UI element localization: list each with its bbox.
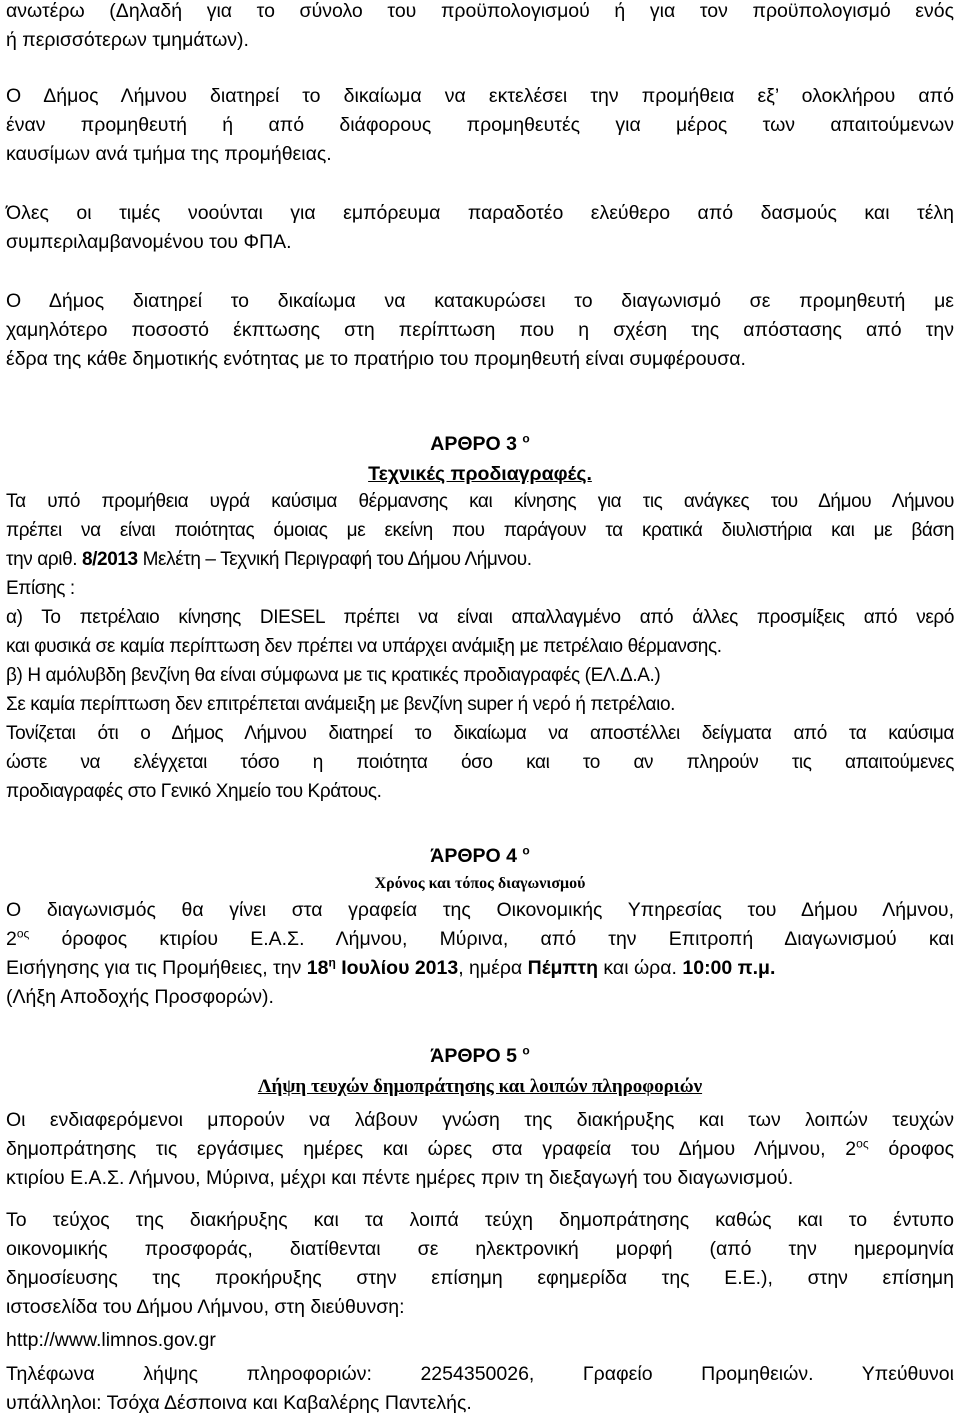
text-line: ή περισσότερων τμημάτων). xyxy=(6,29,249,51)
study-number: 8/2013 xyxy=(82,549,138,570)
sample-line: Τονίζεται ότι ο Δήμος Λήμνου διατηρεί το δικαίωμα να αποστέλλει δείγματα από τα καύσιμα xyxy=(6,723,954,744)
text-line xyxy=(6,1135,954,1164)
text-line: ιστοσελίδα του Δήμου Λήμνου, στη διεύθυνση: xyxy=(6,1296,405,1318)
sample-line: ώστε να ελέγχεται τόσο η ποιότητα όσο και το αν πληρούν τις απαιτούμενες xyxy=(6,752,954,773)
text-line: Τα υπό προμήθεια υγρά καύσιμα θέρμανσης και κίνησης για τις ανάγκες του Δήμου Λήμνου xyxy=(6,491,954,512)
article-5-title: ΆΡΘΡΟ 5 xyxy=(430,1045,517,1067)
time-prefix: και ώρα. xyxy=(597,957,683,979)
text-line: Τηλέφωνα λήψης πληροφοριών: 2254350026, Γραφείο Προμηθειών. Υπεύθυνοι xyxy=(6,1363,954,1385)
also-label: Επίσης : xyxy=(6,578,75,599)
text-line: κτιρίου Ε.Α.Σ. Λήμνου, Μύρινα, μέχρι και πέντε ημέρες πριν τη διεξαγωγή του διαγωνισμού. xyxy=(6,1167,794,1189)
text-line: Όλες οι τιμές νοούνται για εμπόρευμα παραδοτέο ελεύθερο από δασμούς και τέλη xyxy=(6,202,954,224)
text-line: καυσίμων ανά τμήμα της προμήθειας. xyxy=(6,143,332,165)
text-line: έναν προμηθευτή ή από διάφορους προμηθευτές για μέρος των απαιτούμενων xyxy=(6,114,954,136)
text-line: (Λήξη Αποδοχής Προσφορών). xyxy=(6,986,274,1008)
ref-prefix: την αριθ. xyxy=(6,549,82,570)
article-3-body xyxy=(6,487,954,806)
floor-ordinal: ος xyxy=(856,1136,869,1151)
article-4-subtitle: Χρόνος και τόπος διαγωνισμού xyxy=(374,875,586,892)
time: 10:00 π.μ. xyxy=(682,957,776,979)
article-4-body xyxy=(6,896,954,1012)
intro-paragraph xyxy=(6,0,954,55)
text-line: ανωτέρω (Δηλαδή για το σύνολο του προϋπολογισμού ή για τον προϋπολογισμό ενός xyxy=(6,0,954,22)
article-3-heading xyxy=(6,430,954,459)
text-line: χαμηλότερο ποσοστό έκπτωσης στη περίπτωση που η σχέση της απόστασης από την xyxy=(6,319,954,341)
no-mix-line: Σε καμία περίπτωση δεν επιτρέπεται ανάμειξη με βενζίνη super ή νερό ή πετρέλαιο. xyxy=(6,694,675,715)
text-line: Ο Δήμος Λήμνου διατηρεί το δικαίωμα να εκτελέσει την προμήθεια εξ’ ολοκλήρου από xyxy=(6,85,954,107)
paragraph-prices xyxy=(6,199,954,257)
date-line xyxy=(6,954,954,983)
text-line: έδρα της κάθε δημοτικής ενότητας με το πρατήριο του προμηθευτή είναι συμφέρουσα. xyxy=(6,348,746,370)
text-line: οικονομικής προσφοράς, διατίθενται σε ηλεκτρονική μορφή (από την ημερομηνία xyxy=(6,1238,954,1260)
website-url[interactable]: http://www.limnos.gov.gr xyxy=(6,1329,216,1351)
text-segment: όροφος xyxy=(868,1138,955,1160)
article-5-body-1 xyxy=(6,1106,954,1193)
text-line: Το τεύχος της διακήρυξης και τα λοιπά τεύχη δημοπράτησης καθώς και το έντυπο xyxy=(6,1209,954,1231)
item-b-line: β) Η αμόλυβδη βενζίνη θα είναι σύμφωνα με τις κρατικές προδιαγραφές (ΕΛ.Δ.Α.) xyxy=(6,665,661,686)
technical-ref-line xyxy=(6,545,954,574)
article-5-subtitle: Λήψη τευχών δημοπράτησης και λοιπών πληροφοριών xyxy=(257,1076,703,1097)
text-line: δημοσίευσης της προκήρυξης στην επίσημη εφημερίδα της Ε.Ε.), στην επίσημη xyxy=(6,1267,954,1289)
text-line: υπάλληλοι: Τσόχα Δέσποινα και Καβαλέρης Παντελής. xyxy=(6,1392,472,1414)
paragraph-award xyxy=(6,287,954,374)
floor-ordinal: ος xyxy=(16,926,30,941)
item-a-line: και φυσικά σε καμία περίπτωση δεν πρέπει να υπάρχει ανάμιξη με πετρέλαιο θέρμανσης. xyxy=(6,636,722,657)
floor-number: 2 xyxy=(6,928,17,950)
article-5-heading xyxy=(6,1042,954,1071)
date-month-year: Ιουλίου 2013 xyxy=(335,957,459,979)
article-3-title: ΑΡΘΡΟ 3 xyxy=(430,433,517,455)
article-3-ordinal: ο xyxy=(522,431,530,446)
text-segment: δημοπράτησης τις εργάσιμες ημέρες και ώρες στα γραφεία του Δήμου Λήμνου, 2 xyxy=(6,1138,857,1160)
weekday: Πέμπτη xyxy=(527,957,598,979)
contact-info xyxy=(6,1360,954,1418)
sample-line: προδιαγραφές στο Γενικό Χημείο του Κράτους. xyxy=(6,781,382,802)
article-5-ordinal: ο xyxy=(522,1043,530,1058)
weekday-prefix: , ημέρα xyxy=(458,957,528,979)
text-line: Ο διαγωνισμός θα γίνει στα γραφεία της Οικονομικής Υπηρεσίας του Δήμου Λήμνου, xyxy=(6,899,954,921)
floor-rest: όροφος κτιρίου Ε.Α.Σ. Λήμνου, Μύρινα, από την Επιτροπή Διαγωνισμού και xyxy=(29,928,954,950)
ref-suffix: Μελέτη – Τεχνική Περιγραφή του Δήμου Λήμνου. xyxy=(137,549,532,570)
date-prefix: Εισήγησης για τις Προμήθειες, την xyxy=(6,957,307,979)
article-4-heading xyxy=(6,842,954,871)
text-line: Οι ενδιαφερόμενοι μπορούν να λάβουν γνώση της διακήρυξης και των λοιπών τευχών xyxy=(6,1109,954,1131)
date-day: 18 xyxy=(306,957,329,979)
article-5-body-2 xyxy=(6,1206,954,1322)
text-line: πρέπει να είναι ποιότητας όμοιας με εκείνη που παράγουν τα κρατικά διυλιστήρια και με βάση xyxy=(6,520,954,541)
paragraph-right-to-split xyxy=(6,82,954,169)
article-4-ordinal: ο xyxy=(522,843,530,858)
article-3-subtitle: Τεχνικές προδιαγραφές. xyxy=(368,463,592,485)
date-day-ordinal: η xyxy=(328,955,336,970)
article-4-title: ΆΡΘΡΟ 4 xyxy=(430,845,517,867)
item-a-line: α) Το πετρέλαιο κίνησης DIESEL πρέπει να είναι απαλλαγμένο από άλλες προσμίξεις από νερό xyxy=(6,607,954,628)
text-line: Ο Δήμος διατηρεί το δικαίωμα να κατακυρώσει το διαγωνισμό σε προμηθευτή με xyxy=(6,290,954,312)
floor-line xyxy=(6,925,954,954)
text-line: συμπεριλαμβανομένου του ΦΠΑ. xyxy=(6,231,292,253)
